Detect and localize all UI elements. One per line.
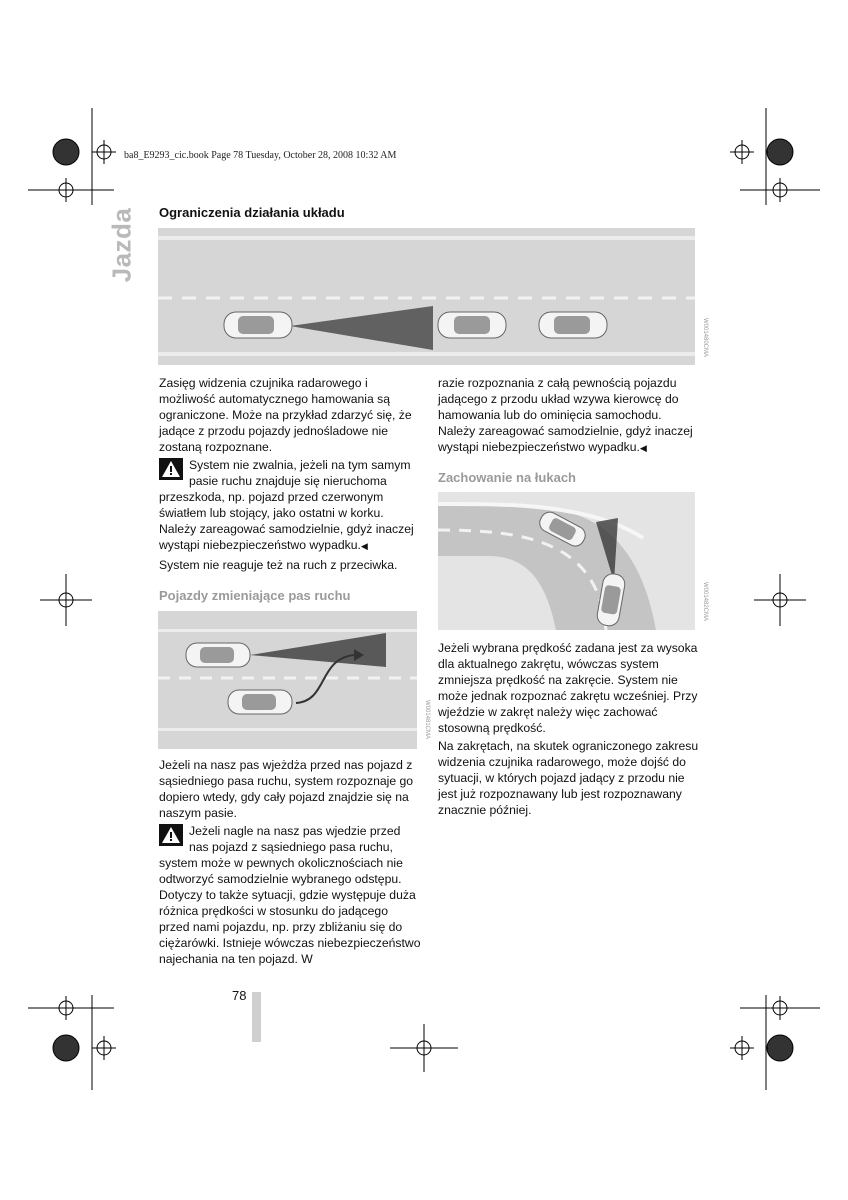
straight-road-illustration xyxy=(158,228,695,365)
car-ahead xyxy=(438,312,506,338)
end-marker: ◀ xyxy=(360,541,368,551)
car-own xyxy=(224,312,292,338)
warning-text-2: Jeżeli nagle na nasz pas wjedzie przed nas pojazd z sąsiedniego pasa ruchu, system może w pewnych okolicznościach nie odtworzyć samodzielnie wybranego odstępu. Dotyczy to także sytuacji, gdzie występuje duża różnica prędkości w stosunku do jadącego przed nami pojazdu, np. przy zbliżaniu się do ciężarówki. Istnieje wówczas niebezpieczeństwo najechania na ten pojazd. W xyxy=(159,824,421,966)
figure-code-2: W001481CMA xyxy=(424,700,430,740)
figure-curve xyxy=(438,492,695,630)
car-merging xyxy=(228,690,292,714)
curve-illustration xyxy=(438,492,695,630)
page-number-bar xyxy=(252,992,261,1042)
warning-continuation: razie rozpoznania z całą pewnością pojazdu jadącego z przodu układ wzywa kierowcę do hamowania lub do ominięcia samochodu. Należy zareagować samodzielnie, gdyż inaczej wystąpi niebezpieczeństwo wypadku. xyxy=(438,376,693,454)
right-column-text-1 xyxy=(438,375,700,456)
warning-icon xyxy=(159,458,183,480)
lane-change-illustration xyxy=(158,611,417,749)
lane-change-paragraph: Jeżeli na nasz pas wjeżdża przed nas pojazd z sąsiedniego pasa ruchu, system rozpoznaje go dopiero wtedy, gdy cały pojazd znajdzie się na naszym pasie. xyxy=(159,758,414,820)
curve-radar-paragraph: Na zakrętach, na skutek ograniczonego zakresu widzenia czujnika radarowego, może dojść do sytuacji, w których pojazd jadący z przodu nie jest już rozpoznawany lub jest rozpoznawany znacznie później. xyxy=(438,739,699,817)
left-column-text-2 xyxy=(159,757,421,821)
page-number: 78 xyxy=(232,988,247,1003)
figure-code-1: W001480CMA xyxy=(702,318,708,358)
left-column-text-1 xyxy=(159,375,421,455)
chapter-tab-label: Jazda xyxy=(106,207,137,283)
right-column-text-2 xyxy=(438,640,700,736)
curve-speed-paragraph: Jeżeli wybrana prędkość zadana jest za wysoka dla aktualnego zakrętu, wówczas system zmniejsza prędkość na zakręcie. System nie może jednak rozpoznać zakrętu wcześniej. Przy wjeździe w zakręt należy więc zachować stosowną prędkość. xyxy=(438,641,698,735)
section-title: Ograniczenia działania układu xyxy=(159,205,345,220)
end-marker: ◀ xyxy=(639,443,647,453)
warning-block-1 xyxy=(159,457,421,554)
intro-paragraph: Zasięg widzenia czujnika radarowego i możliwość automatycznego hamowania są ograniczone. Może na przykład zdarzyć się, że jadące z przodu pojazdy jednośladowe nie zostaną rozpoznane. xyxy=(159,376,412,454)
paragraph-oncoming xyxy=(159,557,421,573)
figure-straight-road xyxy=(158,228,695,365)
print-header: ba8_E9293_cic.book Page 78 Tuesday, October 28, 2008 10:32 AM xyxy=(124,150,397,161)
right-column-text-3 xyxy=(438,738,700,818)
car-far xyxy=(539,312,607,338)
oncoming-text: System nie reaguje też na ruch z przeciwka. xyxy=(159,558,398,572)
figure-lane-change xyxy=(158,611,417,749)
chapter-tab xyxy=(104,200,140,290)
warning-block-2 xyxy=(159,823,421,967)
figure-code-3: W001482CMA xyxy=(702,582,708,622)
car-own-lane-change xyxy=(186,643,250,667)
subheading-lane-change: Pojazdy zmieniające pas ruchu xyxy=(159,588,351,603)
warning-text-1: System nie zwalnia, jeżeli na tym samym pasie ruchu znajduje się nieruchoma przeszkoda, np. pojazd przed czerwonym światłem lub stojący, jako ostatni w korku. Należy zareagować samodzielnie, gdyż inaczej wystąpi niebezpieczeństwo wypadku. xyxy=(159,458,414,552)
subheading-curves: Zachowanie na łukach xyxy=(438,470,576,485)
warning-icon xyxy=(159,824,183,846)
